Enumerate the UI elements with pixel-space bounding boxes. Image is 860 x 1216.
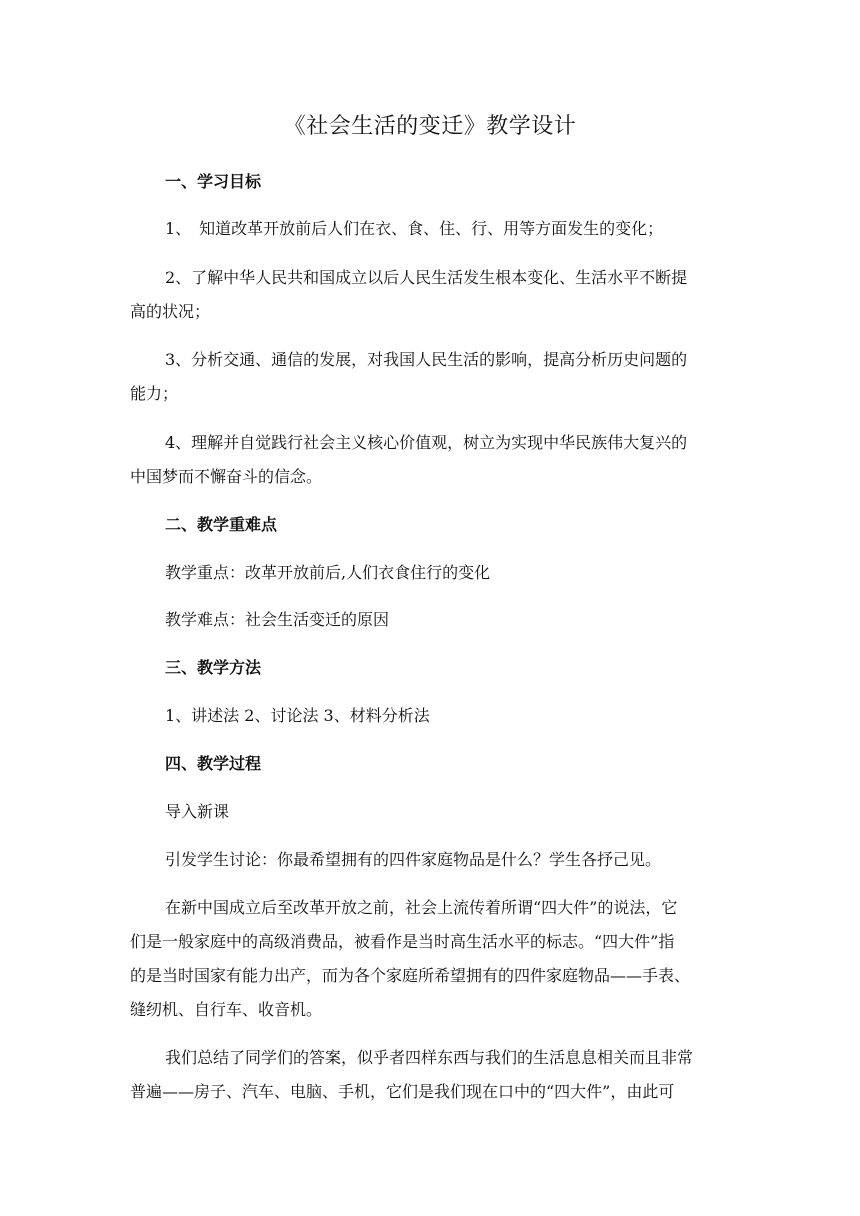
teaching-methods-list: 1、讲述法 2、讨论法 3、材料分析法 xyxy=(165,706,430,725)
process-paragraph-1-line-1: 在新中国成立后至改革开放之前，社会上流传着所谓“四大件”的说法，它 xyxy=(165,898,678,917)
process-paragraph-1-line-4: 缝纫机、自行车、收音机。 xyxy=(130,1000,323,1019)
objective-item-1: 1、 知道改革开放前后人们在衣、食、住、行、用等方面发生的变化； xyxy=(165,219,664,238)
objective-item-3-line-2: 能力； xyxy=(130,384,179,403)
process-paragraph-1-line-2: 们是一般家庭中的高级消费品，被看作是当时高生活水平的标志。“四大件”指 xyxy=(130,932,675,951)
section-heading-key-points: 二、教学重难点 xyxy=(165,515,278,534)
process-intro: 导入新课 xyxy=(165,802,230,821)
section-heading-methods: 三、教学方法 xyxy=(165,658,262,677)
objective-item-2-line-2: 高的状况； xyxy=(130,302,211,321)
teaching-focus: 教学重点：改革开放前后,人们衣食住行的变化 xyxy=(165,563,491,582)
objective-item-2-line-1: 2、了解中华人民共和国成立以后人民生活发生根本变化、生活水平不断提 xyxy=(165,268,688,287)
objective-item-4-line-2: 中国梦而不懈奋斗的信念。 xyxy=(130,467,323,486)
objective-item-3-line-1: 3、分析交通、通信的发展，对我国人民生活的影响，提高分析历史问题的 xyxy=(165,350,688,369)
process-paragraph-2-line-1: 我们总结了同学们的答案，似乎者四样东西与我们的生活息息相关而且非常 xyxy=(165,1048,694,1067)
section-heading-process: 四、教学过程 xyxy=(165,754,262,773)
process-paragraph-1-line-3: 的是当时国家有能力出产，而为各个家庭所希望拥有的四件家庭物品——手表、 xyxy=(130,966,691,985)
section-heading-objectives: 一、学习目标 xyxy=(165,172,262,191)
objective-item-4-line-1: 4、理解并自觉践行社会主义核心价值观，树立为实现中华民族伟大复兴的 xyxy=(165,433,688,452)
document-title: 《社会生活的变迁》教学设计 xyxy=(283,114,577,139)
process-discussion: 引发学生讨论：你最希望拥有的四件家庭物品是什么？学生各抒己见。 xyxy=(165,850,662,869)
teaching-difficulty: 教学难点：社会生活变迁的原因 xyxy=(165,610,390,629)
process-paragraph-2-line-2: 普遍——房子、汽车、电脑、手机，它们是我们现在口中的“四大件”，由此可 xyxy=(130,1082,675,1101)
